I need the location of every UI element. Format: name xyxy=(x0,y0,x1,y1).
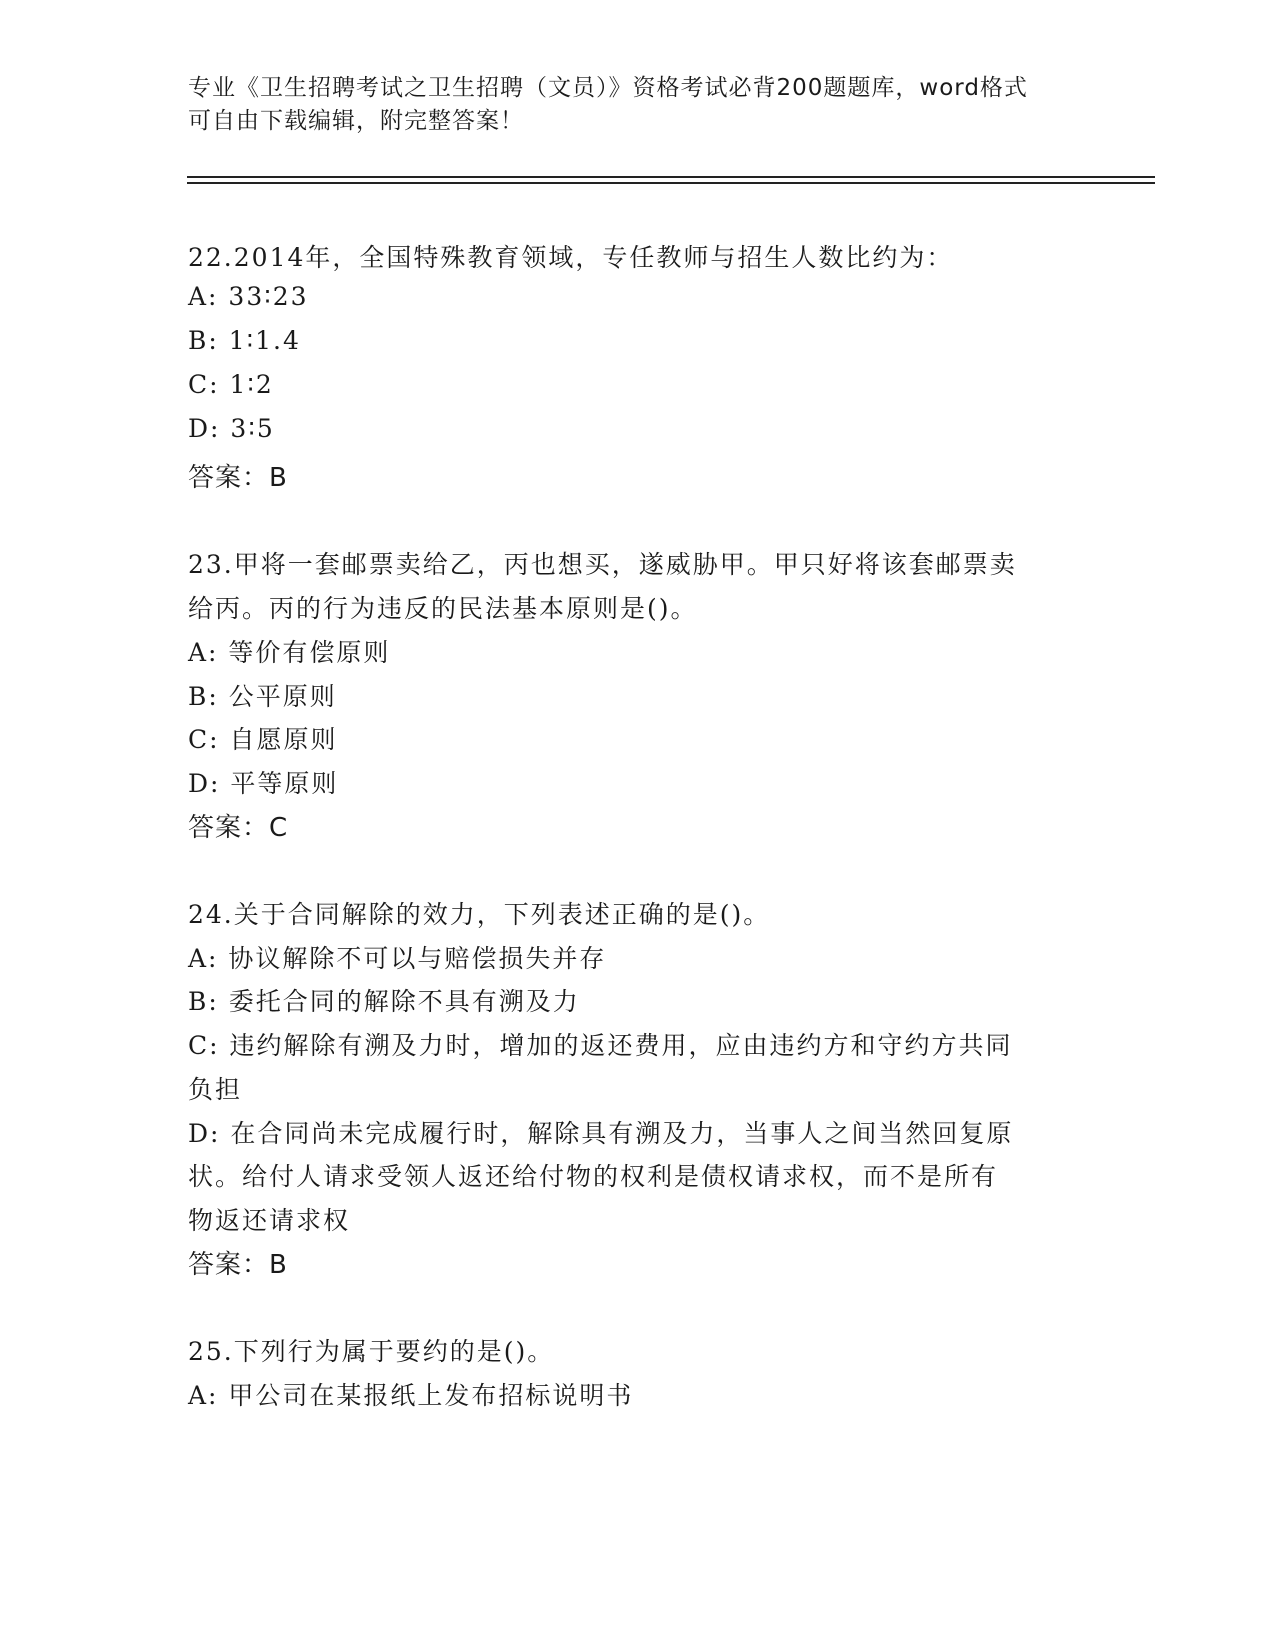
question-25-option-a: A: 甲公司在某报纸上发布招标说明书 xyxy=(188,1381,634,1410)
question-22-option-c: C: 1∶2 xyxy=(188,370,274,399)
question-22-option-d: D: 3∶5 xyxy=(188,414,275,443)
question-24-option-d-line-1: D: 在合同尚未完成履行时，解除具有溯及力，当事人之间当然回复原 xyxy=(188,1119,1014,1148)
question-22-stem-line-1: 22.2014年，全国特殊教育领域，专任教师与招生人数比约为： xyxy=(188,243,954,272)
question-24-stem-line-1: 24.关于合同解除的效力，下列表述正确的是()。 xyxy=(188,900,771,929)
question-23-option-d: D: 平等原则 xyxy=(188,769,339,798)
question-24-option-d-line-3: 物返还请求权 xyxy=(188,1206,351,1235)
question-23-option-b: B: 公平原则 xyxy=(188,682,337,711)
question-23-option-a: A: 等价有偿原则 xyxy=(188,638,391,667)
question-23-stem-line-2: 给丙。丙的行为违反的民法基本原则是()。 xyxy=(188,594,698,623)
document-header xyxy=(188,72,1088,138)
question-22-answer: 答案：B xyxy=(188,463,288,493)
question-24-option-b: B: 委托合同的解除不具有溯及力 xyxy=(188,987,580,1016)
header-line-2: 可自由下载编辑，附完整答案！ xyxy=(188,108,524,134)
question-23-stem-line-1: 23.甲将一套邮票卖给乙，丙也想买，遂威胁甲。甲只好将该套邮票卖 xyxy=(188,550,1017,579)
question-25-stem-line-1: 25.下列行为属于要约的是()。 xyxy=(188,1337,555,1366)
header-divider-bottom xyxy=(187,182,1155,184)
question-22-option-b: B: 1∶1.4 xyxy=(188,326,301,355)
header-line-1: 专业《卫生招聘考试之卫生招聘（文员）》资格考试必背200题题库，word格式 xyxy=(188,75,1028,101)
question-23-option-c: C: 自愿原则 xyxy=(188,725,338,754)
question-22-option-a: A: 33∶23 xyxy=(188,282,309,311)
question-23-answer: 答案：C xyxy=(188,813,289,843)
question-24-option-c-line-2: 负担 xyxy=(188,1075,243,1104)
question-24-option-d-line-2: 状。给付人请求受领人返还给付物的权利是债权请求权，而不是所有 xyxy=(188,1162,999,1191)
question-24-option-c-line-1: C: 违约解除有溯及力时，增加的返还费用，应由违约方和守约方共同 xyxy=(188,1031,1013,1060)
question-24-option-a: A: 协议解除不可以与赔偿损失并存 xyxy=(188,944,607,973)
header-divider-top xyxy=(187,176,1155,178)
question-24-answer: 答案：B xyxy=(188,1250,288,1280)
